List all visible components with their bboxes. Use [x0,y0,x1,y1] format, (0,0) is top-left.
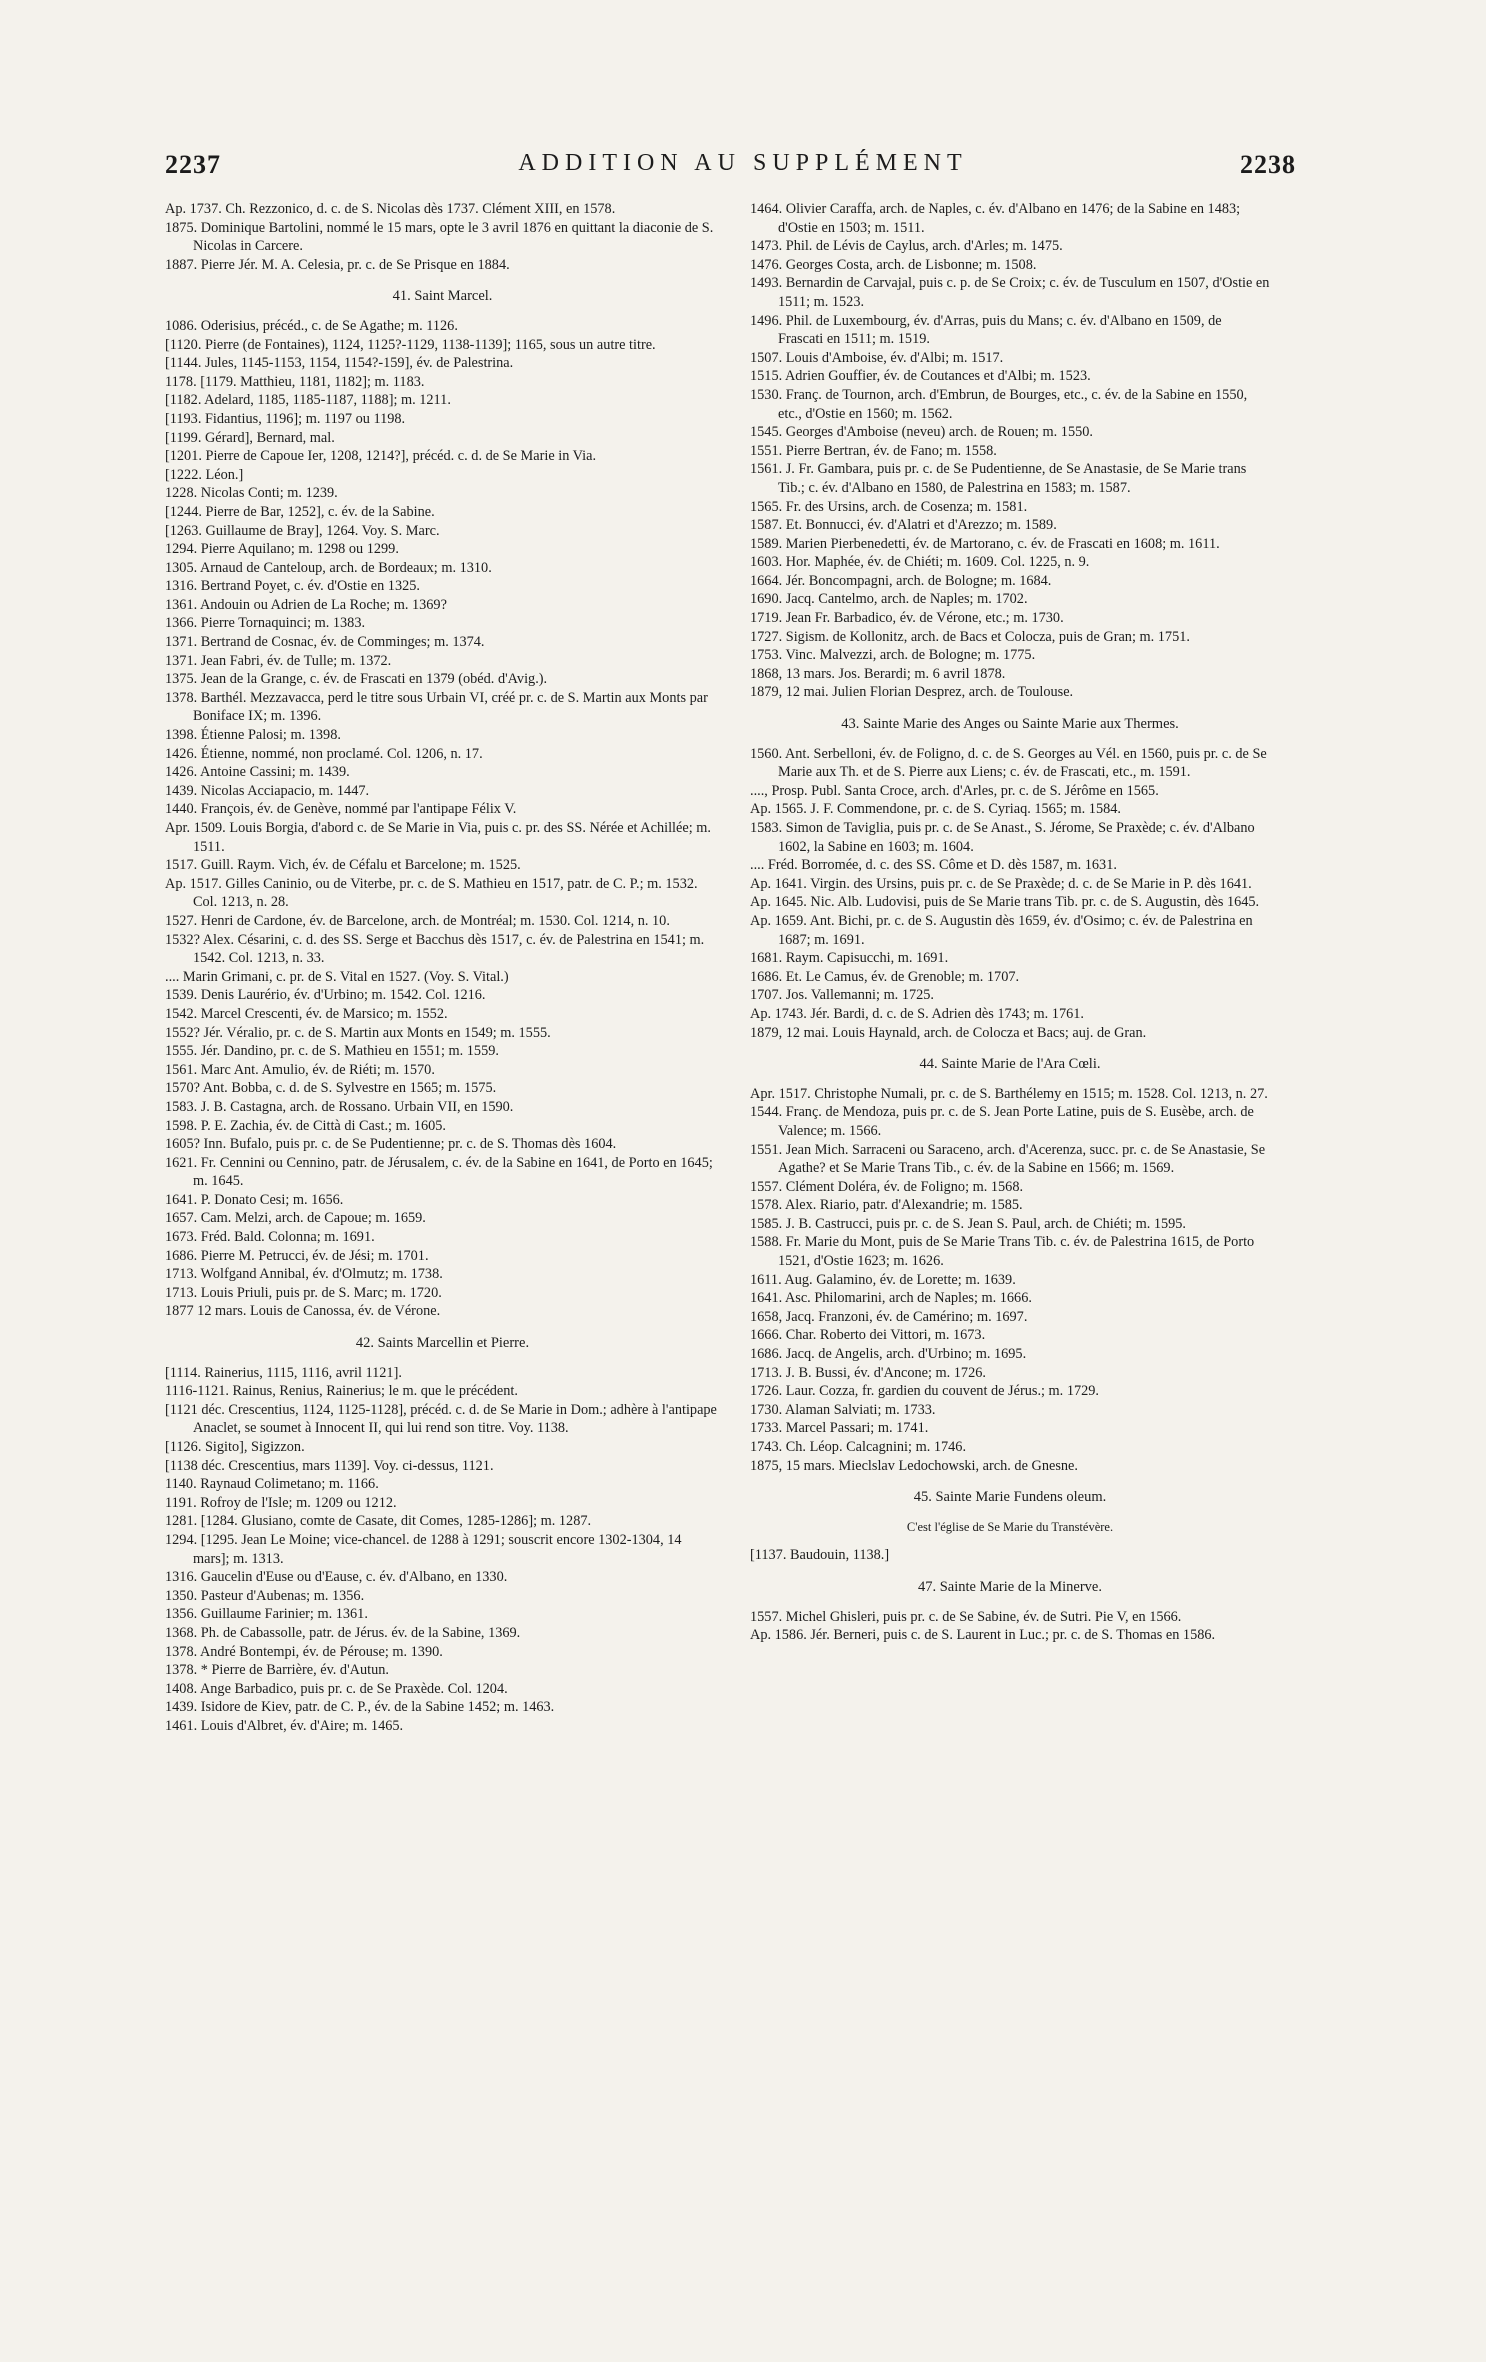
list-entry: 1294. [1295. Jean Le Moine; vice-chancel. de 1288 à 1291; souscrit encore 1302-1304, 14 mars]; m. 1313. [165,1531,682,1567]
list-entry: [1121 déc. Crescentius, 1124, 1125-1128], précéd. c. d. de Se Marie in Dom.; adhère à l'antipape Anaclet, se soumet à Innocent II, qui lui rend son titre. Voy. 1138. [165,1401,717,1437]
list-entry: ...., Prosp. Publ. Santa Croce, arch. d'Arles, pr. c. de S. Jérôme en 1565. [750,782,1159,799]
list-entry: 1681. Raym. Capisucchi, m. 1691. [750,950,949,967]
section-title-44: 44. Sainte Marie de l'Ara Cœli. [919,1056,1101,1073]
list-entry: Ap. 1586. Jér. Berneri, puis c. de S. Laurent in Luc.; pr. c. de S. Thomas en 1586. [750,1627,1216,1644]
list-intro-right [750,200,1270,702]
list-entry: [1144. Jules, 1145-1153, 1154, 1154?-159], év. de Palestrina. [165,355,514,372]
list-entry: 1560. Ant. Serbelloni, év. de Foligno, d. c. de S. Georges au Vél. en 1560, puis pr. c. de Se Marie aux Th. et de S. Pierre aux Liens; c. év. de Frascati, etc., m. 1591. [750,745,1267,781]
list-entry: 1368. Ph. de Cabassolle, patr. de Jérus. év. de la Sabine, 1369. [165,1624,521,1641]
list-entry: 1565. Fr. des Ursins, arch. de Cosenza; m. 1581. [750,498,1028,515]
list-entry: 1191. Rofroy de l'Isle; m. 1209 ou 1212. [165,1494,397,1511]
list-entry: [1201. Pierre de Capoue Ier, 1208, 1214?], précéd. c. d. de Se Marie in Via. [165,448,597,465]
list-entry: 1461. Louis d'Albret, év. d'Aire; m. 1465. [165,1717,404,1734]
list-entry: 1578. Alex. Riario, patr. d'Alexandrie; m. 1585. [750,1197,1023,1214]
list-entry: 1378. André Bontempi, év. de Pérouse; m. 1390. [165,1643,443,1660]
list-entry: [1114. Rainerius, 1115, 1116, avril 1121]. [165,1364,402,1381]
list-entry: 1713. Wolfgand Annibal, év. d'Olmutz; m. 1738. [165,1266,443,1283]
list-entry: 1515. Adrien Gouffier, év. de Coutances et d'Albi; m. 1523. [750,368,1091,385]
list-entry: 1305. Arnaud de Canteloup, arch. de Bordeaux; m. 1310. [165,559,492,576]
list-entry: 1589. Marien Pierbenedetti, év. de Martorano, c. év. de Frascati en 1608; m. 1611. [750,535,1220,552]
list-entry: 1316. Bertrand Poyet, c. év. d'Ostie en 1325. [165,578,420,595]
section-title-47: 47. Sainte Marie de la Minerve. [917,1578,1102,1595]
page-number-right: 2238 [1240,150,1296,179]
list-entry: 1527. Henri de Cardone, év. de Barcelone, arch. de Montréal; m. 1530. Col. 1214, n. 10. [165,912,670,929]
list-entry: 1583. J. B. Castagna, arch. de Rossano. Urbain VII, en 1590. [165,1098,514,1115]
list-entry: 1686. Jacq. de Angelis, arch. d'Urbino; m. 1695. [750,1346,1027,1363]
list-entry: 1657. Cam. Melzi, arch. de Capoue; m. 1659. [165,1210,426,1227]
list-entry: 1507. Louis d'Amboise, év. d'Albi; m. 1517. [750,349,1004,366]
list-entry: 1561. Marc Ant. Amulio, év. de Riéti; m. 1570. [165,1061,435,1078]
list-entry: Ap. 1565. J. F. Commendone, pr. c. de S. Cyriaq. 1565; m. 1584. [750,801,1121,818]
section-title-42: 42. Saints Marcellin et Pierre. [355,1335,530,1352]
list-section-45 [750,1546,1270,1565]
list-entry: 1673. Fréd. Bald. Colonna; m. 1691. [165,1229,375,1246]
list-entry: 1587. Et. Bonnucci, év. d'Alatri et d'Arezzo; m. 1589. [750,517,1057,534]
list-entry: 1375. Jean de la Grange, c. év. de Frascati en 1379 (obéd. d'Avig.). [165,671,548,688]
list-entry: 1726. Laur. Cozza, fr. gardien du couvent de Jérus.; m. 1729. [750,1383,1099,1400]
list-entry: 1570? Ant. Bobba, c. d. de S. Sylvestre en 1565; m. 1575. [165,1080,497,1097]
list-section-47 [750,1608,1270,1645]
list-entry: 1316. Gaucelin d'Euse ou d'Eause, c. év. d'Albano, en 1330. [165,1569,508,1586]
list-entry: 1356. Guillaume Farinier; m. 1361. [165,1606,368,1623]
list-entry: 1371. Jean Fabri, év. de Tulle; m. 1372. [165,652,392,669]
list-entry: 1641. P. Donato Cesi; m. 1656. [165,1191,344,1208]
list-entry: 1868, 13 mars. Jos. Berardi; m. 6 avril 1878. [750,665,1006,682]
left-column [165,200,720,1736]
list-entry: 1496. Phil. de Luxembourg, év. d'Arras, puis du Mans; c. év. d'Albano en 1509, de Frascati en 1511; m. 1519. [750,312,1222,348]
list-entry: [1120. Pierre (de Fontaines), 1124, 1125?-1129, 1138-1139]; 1165, sous un autre titre. [165,336,656,353]
list-entry: Apr. 1517. Christophe Numali, pr. c. de S. Barthélemy en 1515; m. 1528. Col. 1213, n. 27. [750,1085,1268,1102]
list-entry: 1875. Dominique Bartolini, nommé le 15 mars, opte le 3 avril 1876 en quittant la diaconie de S. Nicolas in Carcere. [165,219,714,255]
list-entry: 1378. * Pierre de Barrière, év. d'Autun. [165,1662,389,1679]
list-entry: 1598. P. E. Zachia, év. de Città di Cast.; m. 1605. [165,1117,447,1134]
right-column [750,200,1270,1645]
list-entry: 1555. Jér. Dandino, pr. c. de S. Mathieu en 1551; m. 1559. [165,1043,499,1060]
list-entry: Apr. 1509. Louis Borgia, d'abord c. de Se Marie in Via, puis c. pr. des SS. Nérée et Achillée; m. 1511. [165,820,711,855]
list-entry: 1530. Franç. de Tournon, arch. d'Embrun, de Bourges, etc., c. év. de la Sabine en 1550, etc., d'Ostie en 1560; m. 1562. [750,386,1248,422]
list-entry: 1879, 12 mai. Julien Florian Desprez, arch. de Toulouse. [750,684,1074,701]
list-entry: 1408. Ange Barbadico, puis pr. c. de Se Praxède. Col. 1204. [165,1680,508,1697]
list-entry: 1551. Jean Mich. Sarraceni ou Saraceno, arch. d'Acerenza, succ. pr. c. de Se Anastasie, Se Agathe? et Se Marie Trans Tib., c. év. de la Sabine en 1566; m. 1569. [750,1141,1266,1177]
section-title-45: 45. Sainte Marie Fundens oleum. [913,1489,1107,1506]
list-entry: 1281. [1284. Glusiano, comte de Casate, dit Comes, 1285-1286]; m. 1287. [165,1513,592,1530]
list-entry: 1140. Raynaud Colimetano; m. 1166. [165,1476,379,1493]
list-entry: 1228. Nicolas Conti; m. 1239. [165,485,338,502]
list-entry: 1707. Jos. Vallemanni; m. 1725. [750,987,935,1004]
list-entry: Ap. 1743. Jér. Bardi, d. c. de S. Adrien dès 1743; m. 1761. [750,1005,1084,1022]
list-entry: 1690. Jacq. Cantelmo, arch. de Naples; m. 1702. [750,591,1028,608]
list-entry: .... Marin Grimani, c. pr. de S. Vital en 1527. (Voy. S. Vital.) [165,968,509,985]
list-entry: [1193. Fidantius, 1196]; m. 1197 ou 1198. [165,410,406,427]
list-entry: 1730. Alaman Salviati; m. 1733. [750,1401,936,1418]
list-entry: 1713. Louis Priuli, puis pr. de S. Marc; m. 1720. [165,1284,442,1301]
list-entry: 1561. J. Fr. Gambara, puis pr. c. de Se Pudentienne, de Se Anastasie, de Se Marie trans Tib.; c. év. d'Albano en 1580, de Palestrina en 1583; m. 1587. [750,461,1247,496]
section-title-43: 43. Sainte Marie des Anges ou Sainte Marie aux Thermes. [841,716,1179,733]
list-entry: [1222. Léon.] [165,466,244,483]
list-entry: 1371. Bertrand de Cosnac, év. de Comminges; m. 1374. [165,634,485,651]
list-section-41 [165,317,720,1321]
list-entry: 1398. Étienne Palosi; m. 1398. [165,727,341,744]
list-entry: 1686. Pierre M. Petrucci, év. de Jési; m. 1701. [165,1247,429,1264]
list-entry: 1713. J. B. Bussi, év. d'Ancone; m. 1726. [750,1364,986,1381]
list-entry: 1116-1121. Rainus, Renius, Rainerius; le m. que le précédent. [165,1383,518,1400]
list-entry: 1743. Ch. Léop. Calcagnini; m. 1746. [750,1439,967,1455]
list-entry: 1753. Vinc. Malvezzi, arch. de Bologne; m. 1775. [750,647,1036,664]
list-section-44 [750,1085,1270,1475]
list-entry: [1244. Pierre de Bar, 1252], c. év. de la Sabine. [165,503,435,520]
list-entry: 1426. Antoine Cassini; m. 1439. [165,764,350,781]
list-entry: 1545. Georges d'Amboise (neveu) arch. de Rouen; m. 1550. [750,424,1093,441]
list-entry: Ap. 1645. Nic. Alb. Ludovisi, puis de Se Marie trans Tib. pr. c. de S. Augustin, dès 1645. [750,894,1260,911]
list-entry: 1887. Pierre Jér. M. A. Celesia, pr. c. de Se Prisque en 1884. [165,256,510,273]
section-45-note: C'est l'église de Se Marie du Transtévère. [906,1519,1114,1534]
list-entry: 1603. Hor. Maphée, év. de Chiéti; m. 1609. Col. 1225, n. 9. [750,554,1090,571]
list-entry: 1426. Étienne, nommé, non proclamé. Col. 1206, n. 17. [165,745,483,762]
list-entry: 1588. Fr. Marie du Mont, puis de Se Marie Trans Tib. c. év. de Palestrina 1615, de Porto 1521, d'Ostie 1623; m. 1626. [750,1234,1255,1270]
page-number-left: 2237 [165,150,221,179]
list-entry: 1583. Simon de Taviglia, puis pr. c. de Se Anast., S. Jérome, Se Praxède; c. év. d'Albano 1602, la Sabine en 1603; m. 1604. [750,820,1255,855]
list-entry: 1542. Marcel Crescenti, év. de Marsico; m. 1552. [165,1005,448,1022]
list-entry: 1666. Char. Roberto dei Vittori, m. 1673. [750,1327,986,1344]
list-entry: 1464. Olivier Caraffa, arch. de Naples, c. év. d'Albano en 1476; de la Sabine en 1483; d'Ostie en 1503; m. 1511. [750,201,1241,236]
list-entry: .... Fréd. Borromée, d. c. des SS. Côme et D. dès 1587, m. 1631. [750,857,1117,874]
list-section-43 [750,745,1270,1043]
list-entry: 1366. Pierre Tornaquinci; m. 1383. [165,615,366,632]
list-entry: 1621. Fr. Cennini ou Cennino, patr. de Jérusalem, c. év. de la Sabine en 1641, de Porto en 1645; m. 1645. [165,1154,713,1190]
list-entry: Ap. 1659. Ant. Bichi, pr. c. de S. Augustin dès 1659, év. d'Osimo; c. év. de Palestrina en 1687; m. 1691. [750,912,1253,948]
list-entry: 1361. Andouin ou Adrien de La Roche; m. 1369? [165,596,447,613]
list-entry: 1585. J. B. Castrucci, puis pr. c. de S. Jean S. Paul, arch. de Chiéti; m. 1595. [750,1215,1187,1232]
list-entry: 1378. Barthél. Mezzavacca, perd le titre sous Urbain VI, créé pr. c. de S. Martin aux Monts par Boniface IX; m. 1396. [165,689,708,725]
list-entry: 1727. Sigism. de Kollonitz, arch. de Bacs et Colocza, puis de Gran; m. 1751. [750,628,1190,645]
list-entry: 1658, Jacq. Franzoni, év. de Camérino; m. 1697. [750,1308,1028,1325]
section-title-41: 41. Saint Marcel. [392,288,493,305]
list-entry: 1686. Et. Le Camus, év. de Grenoble; m. 1707. [750,968,1020,985]
list-entry: 1551. Pierre Bertran, év. de Fano; m. 1558. [750,442,997,459]
list-entry: 1605? Inn. Bufalo, puis pr. c. de Se Pudentienne; pr. c. de S. Thomas dès 1604. [165,1136,617,1153]
list-entry: [1138 déc. Crescentius, mars 1139]. Voy. ci-dessus, 1121. [165,1457,494,1474]
list-entry: [1182. Adelard, 1185, 1185-1187, 1188]; m. 1211. [165,392,451,409]
list-entry: Ap. 1737. Ch. Rezzonico, d. c. de S. Nicolas dès 1737. Clément XIII, en 1578. [165,201,616,217]
list-entry: 1294. Pierre Aquilano; m. 1298 ou 1299. [165,541,399,558]
list-entry: 1440. François, év. de Genève, nommé par l'antipape Félix V. [165,801,517,818]
list-entry: 1539. Denis Laurério, év. d'Urbino; m. 1542. Col. 1216. [165,987,486,1004]
list-entry: 1879, 12 mai. Louis Haynald, arch. de Colocza et Bacs; auj. de Gran. [750,1024,1147,1041]
running-title: ADDITION AU SUPPLÉMENT [518,150,968,176]
list-entry: [1126. Sigito], Sigizzon. [165,1439,305,1455]
list-entry: 1476. Georges Costa, arch. de Lisbonne; m. 1508. [750,256,1037,273]
list-entry: 1532? Alex. Césarini, c. d. des SS. Serge et Bacchus dès 1517, c. év. de Palestrina en 1541; m. 1542. Col. 1213, n. 33. [165,931,705,967]
list-section-42 [165,1364,720,1736]
list-entry: 1086. Oderisius, précéd., c. de Se Agathe; m. 1126. [165,317,458,334]
page-header [0,150,1486,190]
list-entry: 1493. Bernardin de Carvajal, puis c. p. de Se Croix; c. év. de Tusculum en 1507, d'Ostie en 1511; m. 1523. [750,275,1270,310]
list-entry: 1641. Asc. Philomarini, arch de Naples; m. 1666. [750,1290,1032,1307]
list-entry: 1557. Clément Doléra, év. de Foligno; m. 1568. [750,1178,1024,1195]
list-entry: Ap. 1641. Virgin. des Ursins, puis pr. c. de Se Praxède; d. c. de Se Marie in P. dès 1641. [750,875,1252,892]
list-entry: 1875, 15 mars. Mieclslav Ledochowski, arch. de Gnesne. [750,1457,1078,1474]
list-intro-left [165,200,720,274]
list-entry: 1719. Jean Fr. Barbadico, év. de Vérone, etc.; m. 1730. [750,610,1064,627]
list-entry: 1517. Guill. Raym. Vich, év. de Céfalu et Barcelone; m. 1525. [165,857,521,874]
list-entry: Ap. 1517. Gilles Caninio, ou de Viterbe, pr. c. de S. Mathieu en 1517, patr. de C. P.; m. 1532. Col. 1213, n. 28. [165,875,698,911]
list-entry: [1199. Gérard], Bernard, mal. [165,429,335,446]
list-entry: 1877 12 mars. Louis de Canossa, év. de Vérone. [165,1303,441,1320]
list-entry: 1552? Jér. Véralio, pr. c. de S. Martin aux Monts en 1549; m. 1555. [165,1024,551,1041]
list-entry: [1263. Guillaume de Bray], 1264. Voy. S. Marc. [165,522,440,539]
list-entry: 1544. Franç. de Mendoza, puis pr. c. de S. Jean Porte Latine, puis de S. Eusèbe, arch. de Valence; m. 1566. [750,1104,1254,1139]
list-entry: 1439. Nicolas Acciapacio, m. 1447. [165,782,370,799]
list-entry: 1439. Isidore de Kiev, patr. de C. P., év. de la Sabine 1452; m. 1463. [165,1699,555,1716]
list-entry: 1178. [1179. Matthieu, 1181, 1182]; m. 1183. [165,373,425,390]
list-entry: 1473. Phil. de Lévis de Caylus, arch. d'Arles; m. 1475. [750,238,1063,255]
list-entry: 1557. Michel Ghisleri, puis pr. c. de Se Sabine, év. de Sutri. Pie V, en 1566. [750,1608,1182,1625]
list-entry: [1137. Baudouin, 1138.] [750,1547,890,1564]
list-entry: 1733. Marcel Passari; m. 1741. [750,1420,929,1437]
list-entry: 1664. Jér. Boncompagni, arch. de Bologne; m. 1684. [750,572,1052,589]
list-entry: 1611. Aug. Galamino, év. de Lorette; m. 1639. [750,1271,1016,1288]
list-entry: 1350. Pasteur d'Aubenas; m. 1356. [165,1587,365,1604]
